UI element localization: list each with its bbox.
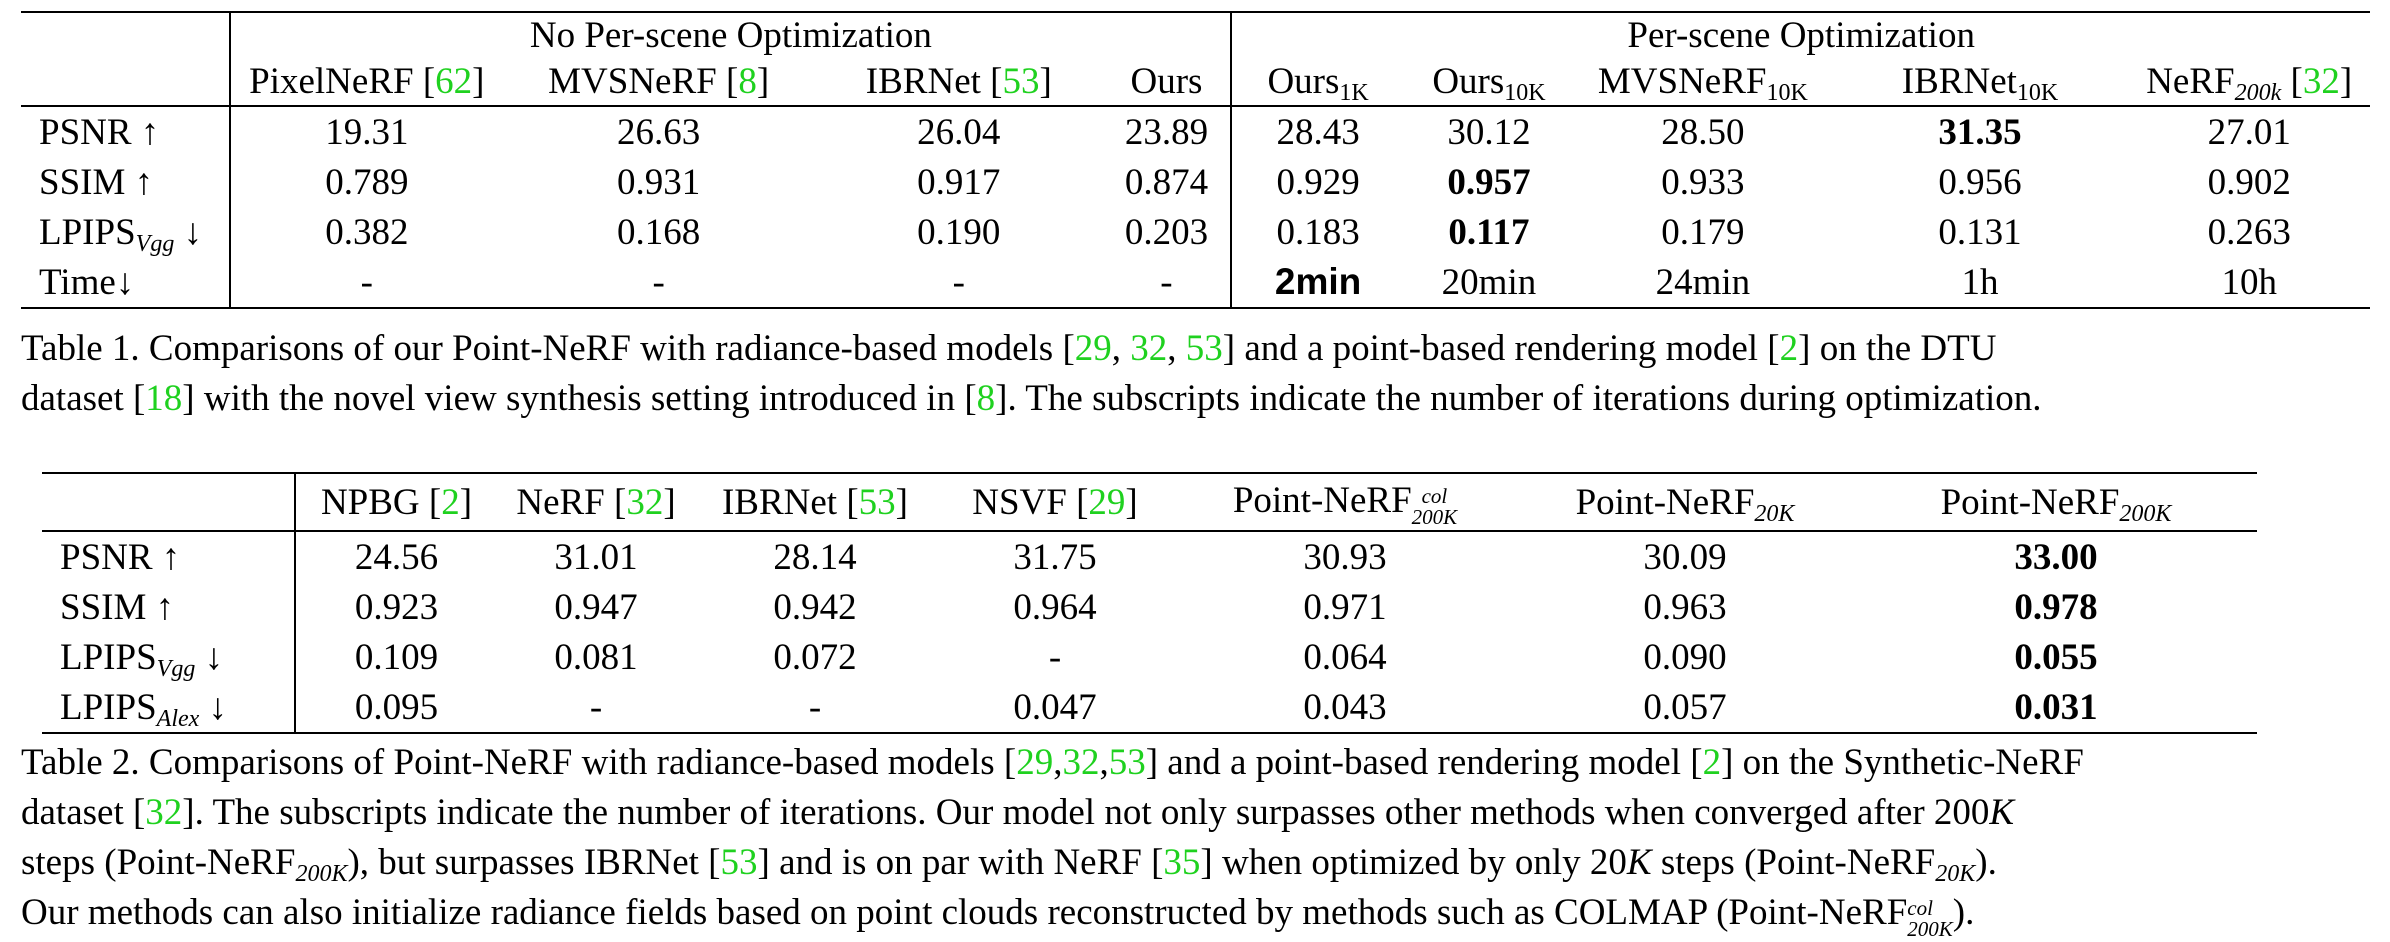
table2-row-ssim	[42, 582, 2257, 632]
cell: 0.964	[1013, 586, 1097, 628]
table2-col-header: NSVF [29]	[972, 481, 1138, 523]
cell: -	[360, 261, 373, 303]
table2-row-lpips-vgg	[42, 632, 2257, 682]
cell: 0.090	[1643, 636, 1727, 678]
cell: 0.929	[1276, 161, 1360, 203]
cell: 0.963	[1643, 586, 1727, 628]
cell: 0.081	[554, 636, 638, 678]
cell: 28.50	[1574, 106, 1832, 157]
cell: -	[589, 686, 603, 728]
cell: -	[652, 261, 665, 303]
table2-col-header: NeRF [32]	[516, 481, 676, 523]
cell: -	[808, 686, 822, 728]
table2-col-header: NPBG [2]	[320, 481, 473, 523]
table1-col-header: Ours1K	[1267, 60, 1369, 106]
cell: 30.12	[1404, 106, 1574, 157]
cell: 0.971	[1303, 586, 1387, 628]
cell-best: 0.117	[1448, 211, 1530, 253]
cell: 31.75	[935, 531, 1175, 582]
cell: 0.043	[1303, 686, 1387, 728]
row-label: $LPIPS_{Alex}$ ↓	[42, 682, 295, 733]
cell: 0.923	[354, 586, 439, 628]
table2-row-psnr	[42, 531, 2257, 582]
table1-corner	[21, 12, 230, 57]
cell: 0.168	[617, 211, 701, 253]
cell: 0.203	[1103, 207, 1232, 257]
cell: 0.942	[773, 586, 857, 628]
table1-group-header-per-scene: Per-scene Optimization	[1627, 14, 1975, 56]
cell-best: 0.957	[1447, 161, 1531, 203]
cell-best: 31.35	[1832, 106, 2129, 157]
cell-best: 2min	[1274, 261, 1362, 302]
cell-best: 0.978	[2014, 586, 2098, 628]
cell: 0.933	[1661, 161, 1745, 203]
row-label: SSIM ↑	[42, 582, 295, 632]
table-1	[21, 11, 2370, 309]
cell: 28.43	[1231, 106, 1404, 157]
cell: 0.789	[325, 161, 409, 203]
row-label: PSNR ↑	[21, 106, 230, 157]
cell: 31.01	[497, 531, 695, 582]
cell: 23.89	[1103, 106, 1232, 157]
cell-best: 33.00	[1855, 531, 2257, 582]
table1-col-header: MVSNeRF [8]	[548, 60, 770, 102]
cell: 0.183	[1276, 211, 1360, 253]
cell: 0.072	[773, 636, 857, 678]
cell: 0.131	[1938, 211, 2022, 253]
cell: 1h	[1961, 261, 1999, 303]
cell: 10h	[2221, 261, 2277, 303]
cell-best: 0.055	[2014, 636, 2098, 678]
cell: 0.109	[354, 636, 439, 678]
table1-corner-2	[21, 57, 230, 106]
cell: 24min	[1655, 261, 1751, 303]
cell: 0.095	[354, 686, 439, 728]
table1-col-header: MVSNeRF10K	[1597, 60, 1808, 106]
cell: 0.047	[1013, 686, 1097, 728]
cell: 0.931	[617, 161, 701, 203]
table1-col-header: NeRF$_{200k}$ [32]	[2146, 60, 2353, 106]
cell: 19.31	[230, 106, 502, 157]
table1-col-header: Ours	[1103, 57, 1232, 106]
row-label: Time↓	[21, 257, 230, 308]
cell-best: 0.031	[2014, 686, 2098, 728]
cell: 20min	[1441, 261, 1537, 303]
cell: 0.057	[1643, 686, 1727, 728]
row-label: $LPIPS_{Vgg}$ ↓	[42, 632, 295, 682]
cell: 26.04	[815, 106, 1103, 157]
table2-corner	[42, 473, 295, 531]
cell: 0.902	[2207, 161, 2291, 203]
row-label: PSNR ↑	[42, 531, 295, 582]
row-label: $LPIPS_{Vgg}$ ↓	[21, 207, 230, 257]
table1-col-header: PixelNeRF [62]	[249, 60, 485, 102]
cell: 26.63	[502, 106, 815, 157]
table2-row-lpips-alex	[42, 682, 2257, 733]
cell: 0.956	[1938, 161, 2022, 203]
row-label: SSIM ↑	[21, 157, 230, 207]
cell: 0.190	[917, 211, 1001, 253]
table1-row-lpips-vgg	[21, 207, 2370, 257]
table2-col-header: Point-NeRF$_{200K}$	[1940, 481, 2172, 527]
cell: -	[1048, 636, 1062, 678]
table1-col-header: IBRNet10K	[1901, 60, 2059, 106]
table2-col-header: Point-NeRF col 200K	[1232, 480, 1458, 529]
table1-row-ssim	[21, 157, 2370, 207]
cell: 30.93	[1175, 531, 1515, 582]
cell: 24.56	[295, 531, 497, 582]
table1-row-time	[21, 257, 2370, 308]
table2-col-header: IBRNet [53]	[721, 481, 908, 523]
table1-group-header-no-opt: No Per-scene Optimization	[230, 12, 1231, 57]
table1-caption: Table 1. Comparisons of our Point-NeRF with radiance-based models [29, 32, 53] and a point-based rendering model [2] on the DTU dataset [18] with the novel view synthesis setting introduced in [8]. The subscripts indicate the number of iterations during optimization.	[21, 328, 2042, 419]
cell: -	[1103, 257, 1232, 308]
table2-col-header: Point-NeRF$_{20K}$	[1575, 481, 1795, 527]
cell: 0.874	[1103, 157, 1232, 207]
table-2	[42, 472, 2257, 734]
cell: 30.09	[1515, 531, 1855, 582]
table1-col-header: Ours10K	[1432, 60, 1546, 106]
table2-caption: Table 2. Comparisons of Point-NeRF with radiance-based models [29,32,53] and a point-based rendering model [2] on the Synthetic-NeRF dataset [32]. The subscripts indicate the number of iterations. Our model not only surpasses other methods when converged after 200K steps (Point-NeRF$_{200K}$), but surpasses IBRNet [53] and is on par with NeRF [35] when optimized by only 20K steps (Point-NeRF$_{20K}$). Our methods can also initialize radiance fields based on point clouds reconstructed by methods such as COLMAP (Point-NeRF col 200K ).	[21, 742, 2084, 941]
cell: 0.382	[325, 211, 409, 253]
cell: 27.01	[2128, 106, 2370, 157]
cell: 0.917	[917, 161, 1001, 203]
cell: 0.179	[1661, 211, 1745, 253]
cell: -	[952, 261, 965, 303]
table1-row-psnr	[21, 106, 2370, 157]
cell: 28.14	[695, 531, 935, 582]
table1-col-header: IBRNet [53]	[865, 60, 1052, 102]
cell: 0.947	[554, 586, 638, 628]
cell: 0.064	[1303, 636, 1387, 678]
cell: 0.263	[2207, 211, 2291, 253]
